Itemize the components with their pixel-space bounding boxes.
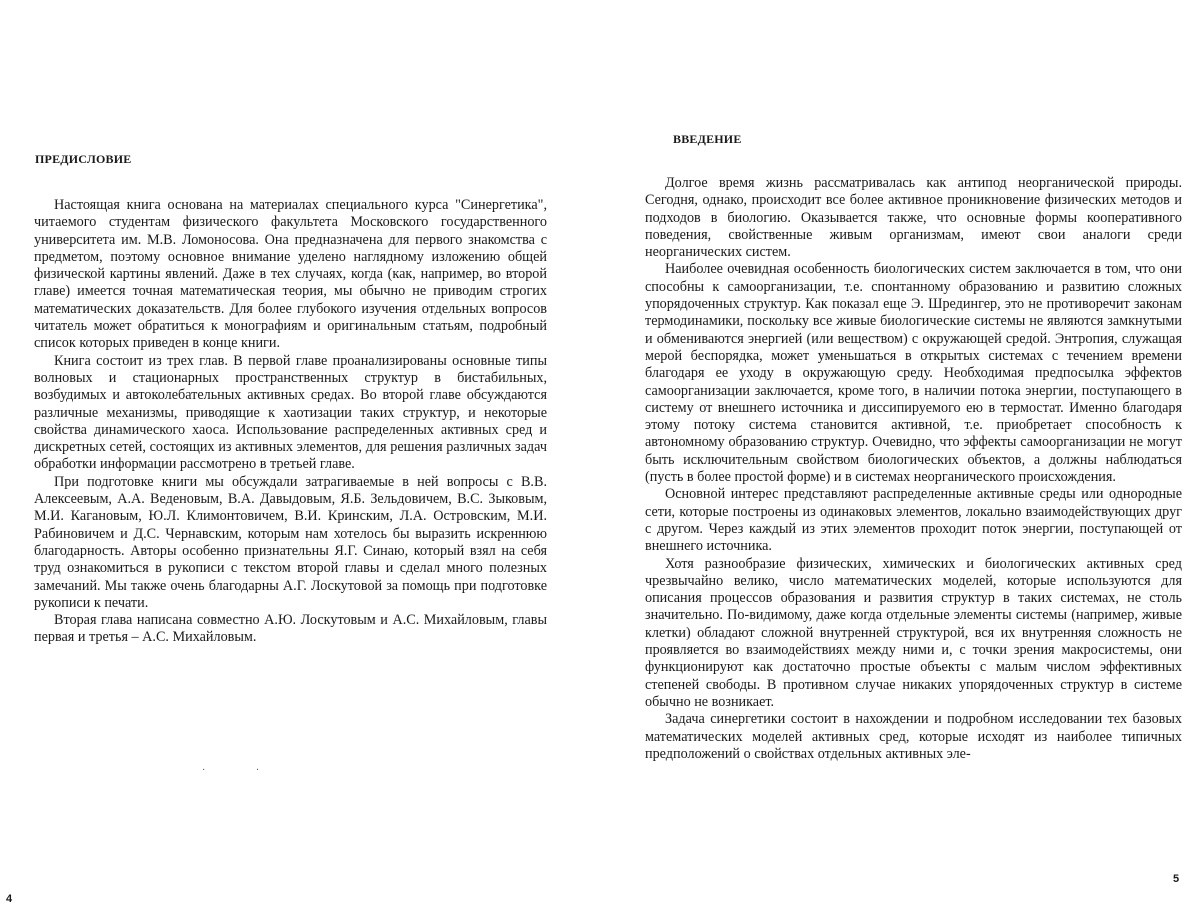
- paragraph: Вторая глава написана совместно А.Ю. Лоскутовым и А.С. Михайловым, главы первая и третья – А.С. Михайловым.: [34, 612, 547, 646]
- paragraph: Наиболее очевидная особенность биологических систем заключается в том, что они способны к самоорганизации, т.е. спонтанному образованию и развитию сложных упорядоченных структур. Как показал еще Э. Шредингер, это не противоречит законам термодинамики, поскольку все живые биологические системы не являются замкнутыми и обмениваются энергией (или веществом) с окружающей средой. Энтропия, служащая мерой беспорядка, может уменьшаться в открытых системах с течением времени благодаря ее уходу в окружающую среду. Необходимая предпосылка эффектов самоорганизации заключается, кроме того, в наличии потока энергии, поступающего в систему от внешнего источника и диссипируемого ею в термостат. Именно благодаря этому потоку система становится активной, т.е. приобретает способность к автономному образованию структур. Очевидно, что эффекты самоорганизации не могут быть исключительным свойством биологических объектов, а должны наблюдаться (пусть в более простой форме) и в системах неорганического происхождения.: [645, 261, 1182, 486]
- right-page: [600, 0, 1200, 913]
- paragraph: Настоящая книга основана на материалах специального курса "Синергетика", читаемого студентам физического факультета Московского государственного университета им. М.В. Ломоносова. Она предназначена для первого знакомства с предметом, поэтому основное внимание уделено наглядному изложению общей физической картины явлений. Даже в тех случаях, когда (как, например, во второй главе) имеется точная математическая теория, мы обычно не приводим строгих математических доказательств. Для более глубокого изучения отдельных вопросов читатель может обратиться к монографиям и оригинальным статьям, подробный список которых приведен в конце книги.: [34, 197, 547, 352]
- paragraph: При подготовке книги мы обсуждали затрагиваемые в ней вопросы с В.В. Алексеевым, А.А. Веденовым, В.А. Давыдовым, Я.Б. Зельдовичем, В.С. Зыковым, М.И. Кагановым, Ю.Л. Климонтовичем, В.И. Кринским, Л.А. Островским, М.И. Рабиновичем и Д.С. Чернавским, которым нам хотелось бы выразить искреннюю благодарность. Авторы особенно признательны Я.Г. Синаю, который взял на себя труд ознакомиться в рукописи с текстом второй главы и сделал много полезных замечаний. Мы также очень благодарны А.Г. Лоскутовой за помощь при подготовке рукописи к печати.: [34, 473, 547, 611]
- page-number-right: 5: [1173, 873, 1180, 885]
- introduction-body: [645, 175, 1182, 763]
- page-number-left: 4: [6, 893, 13, 905]
- preface-body: [34, 197, 547, 647]
- paragraph: Хотя разнообразие физических, химических и биологических активных сред чрезвычайно велико, число математических моделей, которые используются для описания процессов образования и развития структур в таких системах, не столь значительно. По-видимому, даже когда отдельные элементы системы (например, живые клетки) обладают сложной внутренней структурой, вся их внутренняя сложность не проявляется во взаимодействиях между ними и, с точки зрения макросистемы, они функционируют как достаточно простые объекты с малым числом эффективных степеней свободы. В противном случае никаких упорядоченных структур в системе обычно не возникает.: [645, 555, 1182, 710]
- paragraph: Книга состоит из трех глав. В первой главе проанализированы основные типы волновых и стационарных пространственных структур в бистабильных, возбудимых и автоколебательных активных средах. Во второй главе обсуждаются различные механизмы, приводящие к хаотизации таких структур, и некоторые свойства динамического хаоса. Использование распределенных активных сред и дискретных сетей, состоящих из активных элементов, для решения различных задач обработки информации рассмотрено в третьей главе.: [34, 352, 547, 473]
- introduction-heading: ВВЕДЕНИЕ: [673, 132, 742, 146]
- paragraph: Основной интерес представляют распределенные активные среды или однородные сети, которые построены из одинаковых элементов, локально взаимодействующих друг с другом. Через каждый из этих элементов проходит поток энергии, поступающей от внешнего источника.: [645, 486, 1182, 555]
- preface-heading: ПРЕДИСЛОВИЕ: [35, 152, 132, 166]
- scan-specks: · ·: [202, 765, 284, 776]
- paragraph: Задача синергетики состоит в нахождении и подробном исследовании тех базовых математических моделей активных сред, которые исходят из наиболее типичных предположений о свойствах отдельных активных эле-: [645, 711, 1182, 762]
- paragraph: Долгое время жизнь рассматривалась как антипод неорганической природы. Сегодня, однако, происходит все более активное проникновение физических методов и подходов в биологию. Оказывается также, что основные формы кооперативного поведения, свойственные живым организмам, имеют свои аналоги среди неорганических систем.: [645, 175, 1182, 261]
